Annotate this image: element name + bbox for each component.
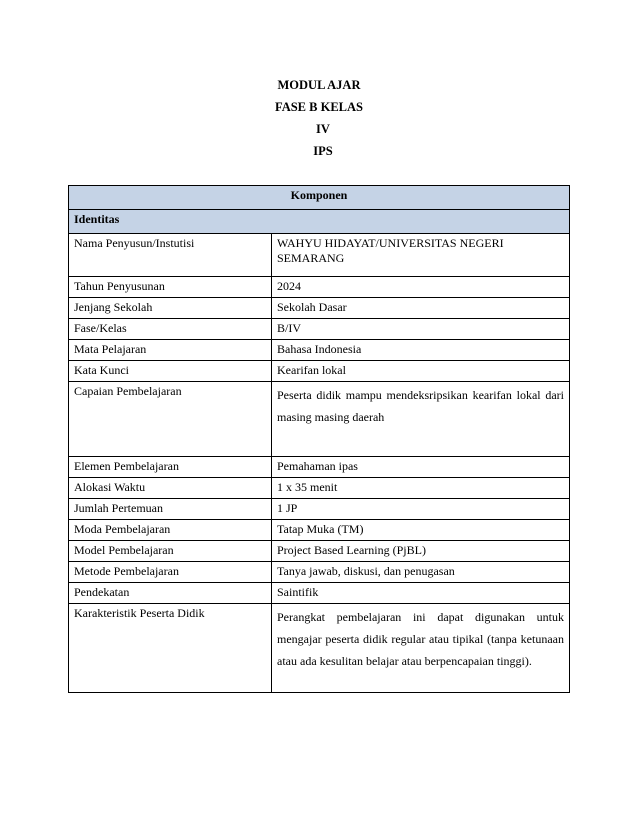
row-label: Fase/Kelas (69, 319, 272, 340)
row-label: Model Pembelajaran (69, 541, 272, 562)
row-value: B/IV (272, 319, 570, 340)
table-row (69, 319, 570, 340)
table-row (69, 604, 570, 693)
row-value: 1 JP (272, 499, 570, 520)
row-label: Jenjang Sekolah (69, 298, 272, 319)
row-value: Pemahaman ipas (272, 457, 570, 478)
row-label: Mata Pelajaran (69, 340, 272, 361)
row-value: WAHYU HIDAYAT/UNIVERSITAS NEGERI SEMARANG (272, 234, 570, 277)
row-value: Tanya jawab, diskusi, dan penugasan (272, 562, 570, 583)
row-value: Peserta didik mampu mendeksripsikan kearifan lokal dari masing masing daerah (272, 382, 570, 457)
document-title (0, 74, 638, 162)
row-label: Pendekatan (69, 583, 272, 604)
row-value: Project Based Learning (PjBL) (272, 541, 570, 562)
table-header-row (69, 186, 570, 210)
table-row (69, 520, 570, 541)
table-row (69, 562, 570, 583)
row-value: Perangkat pembelajaran ini dapat digunakan untuk mengajar peserta didik regular atau tipikal (tanpa ketunaan atau ada kesulitan belajar atau berpencapaian tinggi). (272, 604, 570, 693)
table-header: Komponen (69, 186, 570, 210)
row-label: Metode Pembelajaran (69, 562, 272, 583)
row-label: Karakteristik Peserta Didik (69, 604, 272, 693)
row-label: Jumlah Pertemuan (69, 499, 272, 520)
title-line-1: MODUL AJAR (277, 78, 361, 92)
row-label: Capaian Pembelajaran (69, 382, 272, 457)
table-row (69, 361, 570, 382)
table-row (69, 340, 570, 361)
row-label: Nama Penyusun/Instutisi (69, 234, 272, 277)
row-value: Sekolah Dasar (272, 298, 570, 319)
table-row (69, 277, 570, 298)
table-row (69, 234, 570, 277)
row-label: Elemen Pembelajaran (69, 457, 272, 478)
title-line-3: IV (316, 122, 330, 136)
title-line-2: FASE B KELAS (275, 100, 363, 114)
row-value: Kearifan lokal (272, 361, 570, 382)
row-value: Bahasa Indonesia (272, 340, 570, 361)
section-title: Identitas (69, 210, 570, 234)
identity-table (68, 185, 570, 693)
row-label: Moda Pembelajaran (69, 520, 272, 541)
row-value: 1 x 35 menit (272, 478, 570, 499)
row-value: 2024 (272, 277, 570, 298)
table-row (69, 583, 570, 604)
row-value: Saintifik (272, 583, 570, 604)
row-label: Kata Kunci (69, 361, 272, 382)
table-row (69, 499, 570, 520)
row-value: Tatap Muka (TM) (272, 520, 570, 541)
table-row (69, 382, 570, 457)
table-row (69, 541, 570, 562)
table-row (69, 298, 570, 319)
table-row (69, 478, 570, 499)
row-label: Tahun Penyusunan (69, 277, 272, 298)
row-label: Alokasi Waktu (69, 478, 272, 499)
table-section-row (69, 210, 570, 234)
table-row (69, 457, 570, 478)
title-line-4: IPS (313, 144, 333, 158)
